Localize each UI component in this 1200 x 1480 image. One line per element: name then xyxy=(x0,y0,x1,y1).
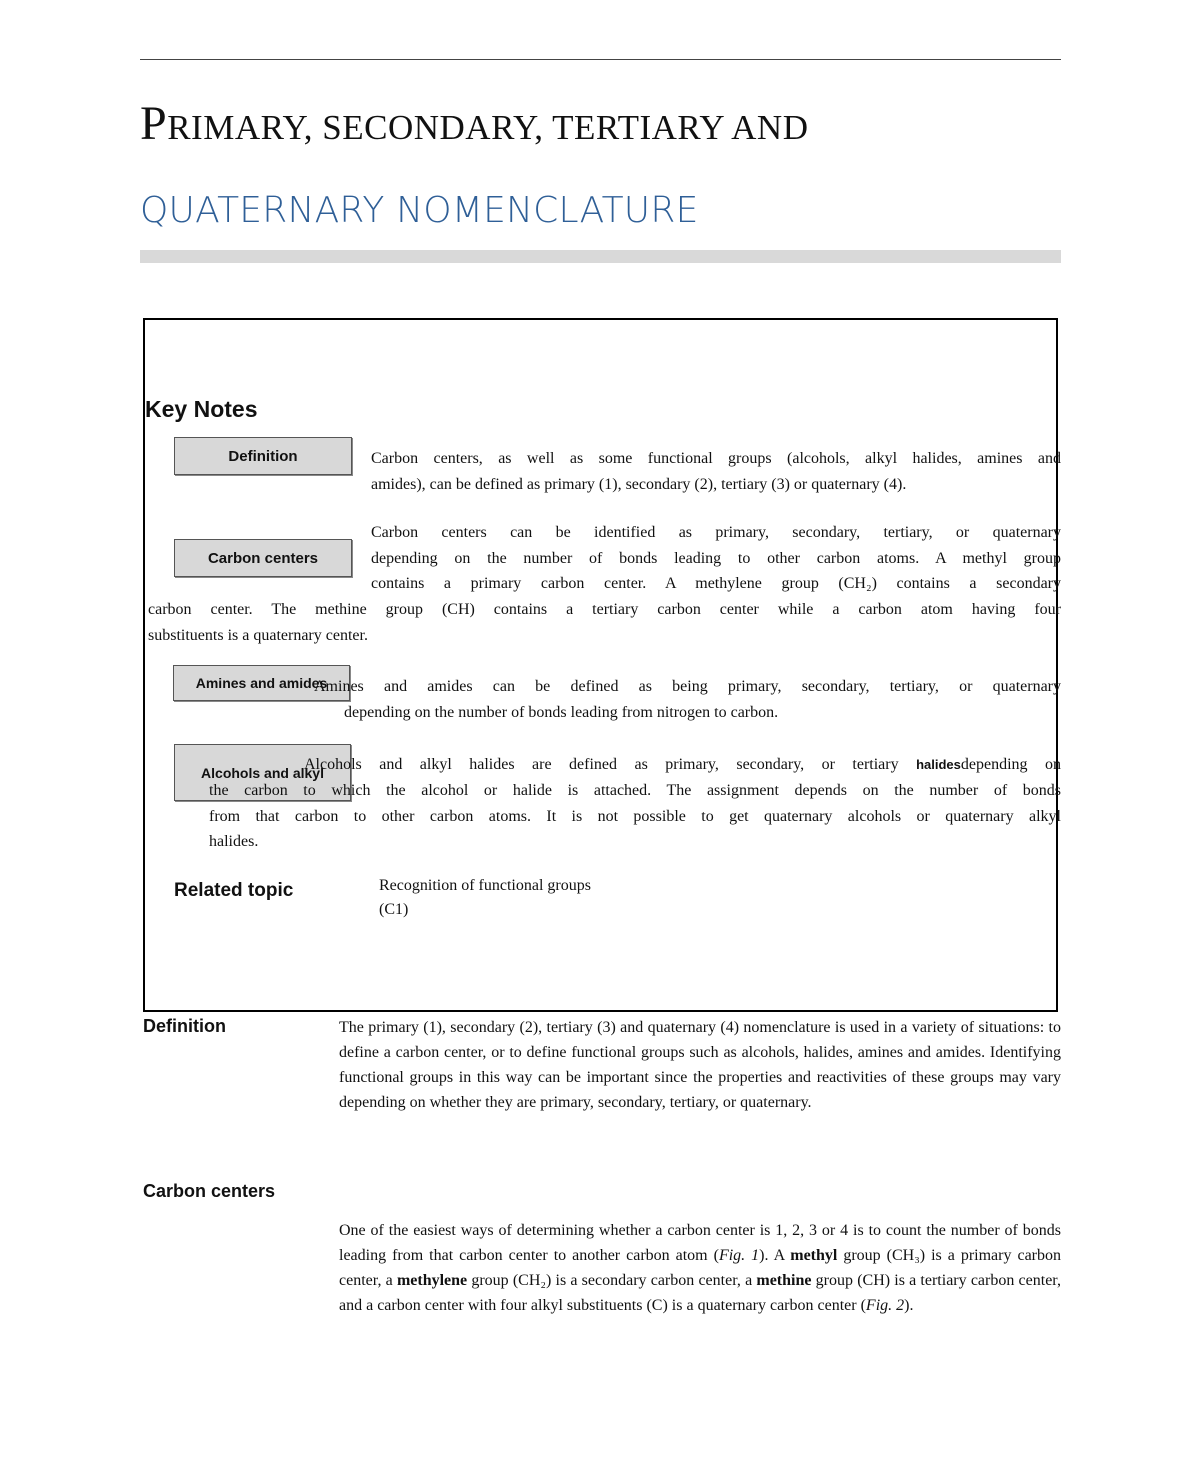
alcohols-text: Alcohols and alkyl halides are defined as primary, secondary, or tertiary xyxy=(304,756,899,773)
alcohols-note-line xyxy=(304,752,1061,778)
definition-note xyxy=(371,446,1061,497)
carbon-centers-paragraph xyxy=(339,1218,1061,1318)
related-topic-title: Recognition of functional groups xyxy=(379,877,591,894)
fig-2-ref[interactable]: Fig. 2 xyxy=(865,1297,905,1314)
amines-amides-button-label: Amines and amides xyxy=(195,675,328,691)
term-methine: methine xyxy=(756,1272,812,1289)
top-rule xyxy=(140,59,1061,60)
carbon-note-line: contains a primary carbon center. A methylene group (CH₂) contains a secondary xyxy=(371,575,1061,592)
definition-note-line: amides), can be defined as primary (1), secondary (2), tertiary (3) or quaternary (4). xyxy=(371,475,907,493)
carbon-note-top xyxy=(371,520,1061,597)
amines-note-line: Amines and amides can be defined as being primary, secondary, tertiary, or quaternary xyxy=(314,678,1061,695)
related-topic-link[interactable] xyxy=(379,874,591,922)
carbon-note-line: carbon center. The methine group (CH) contains a tertiary carbon center while a carbon atom having four xyxy=(148,601,1061,618)
alcohols-halides-label: halides xyxy=(916,757,961,772)
carbon-text: group (CH₃) is a primary carbon center, a xyxy=(339,1247,1061,1289)
alcohols-note-rest xyxy=(209,778,1061,855)
title-rest: RIMARY, SECONDARY, TERTIARY AND xyxy=(167,108,809,147)
alcohols-button-label: Alcohols and alkyl xyxy=(201,764,324,781)
carbon-text: group (CH) is a tertiary carbon center, and a carbon center with four alkyl substituents (C) is a quaternary carbon center ( xyxy=(339,1272,1061,1314)
carbon-text: group (CH₂) is a secondary carbon center, a xyxy=(467,1272,757,1289)
fig-1-ref[interactable]: Fig. 1 xyxy=(718,1247,760,1264)
page-subtitle: QUATERNARY NOMENCLATURE xyxy=(140,190,699,231)
page-title xyxy=(140,96,808,151)
related-topic-code: (C1) xyxy=(379,901,409,918)
carbon-note-line: substituents is a quaternary center. xyxy=(148,626,368,644)
alcohols-note-line: from that carbon to other carbon atoms. It is not possible to get quaternary alcohols or quaternary alkyl xyxy=(209,807,1061,825)
related-topic-label: Related topic xyxy=(174,880,294,901)
definition-note-line: Carbon centers, as well as some functional groups (alcohols, alkyl halides, amines and xyxy=(371,450,1061,467)
definition-button[interactable] xyxy=(174,437,352,475)
alcohols-note-line: halides. xyxy=(209,833,259,850)
carbon-note-line: Carbon centers can be identified as primary, secondary, tertiary, or quaternary xyxy=(371,524,1061,541)
alcohols-text-end: depending on xyxy=(960,756,1062,773)
definition-button-label: Definition xyxy=(228,447,298,465)
carbon-text: ). xyxy=(904,1297,914,1314)
alcohols-note-first xyxy=(304,752,1061,778)
carbon-centers-button-label: Carbon centers xyxy=(207,549,319,567)
carbon-centers-button[interactable] xyxy=(174,539,352,577)
carbon-note-line: depending on the number of bonds leading to other carbon atoms. A methyl group xyxy=(371,549,1061,567)
carbon-centers-section-label: Carbon centers xyxy=(143,1181,276,1201)
carbon-text: ). A xyxy=(759,1247,791,1264)
term-methyl: methyl xyxy=(790,1247,838,1264)
title-initial: P xyxy=(140,97,168,150)
definition-section-label: Definition xyxy=(143,1016,226,1036)
amines-note xyxy=(314,674,1061,725)
carbon-text: One of the easiest ways of determining whether a carbon center is 1, 2, 3 or 4 is to count the number of bonds leading from that carbon center to another carbon atom ( xyxy=(339,1222,1061,1264)
definition-paragraph: The primary (1), secondary (2), tertiary (3) and quaternary (4) nomenclature is used in a variety of situations: to define a carbon center, or to define functional groups such as alcohols, halides, amines and amides. Identifying functional groups in this way can be important since the properties and reactivities of these groups may vary depending on whether they are primary, secondary, tertiary, or quaternary. xyxy=(339,1019,1061,1111)
alcohols-note-line: the carbon to which the alcohol or halide is attached. The assignment depends on the number of bonds xyxy=(209,782,1061,799)
amines-note-line: depending on the number of bonds leading from nitrogen to carbon. xyxy=(344,703,779,721)
key-notes-heading: Key Notes xyxy=(145,396,258,422)
term-methylene: methylene xyxy=(396,1272,468,1289)
title-underline-bar xyxy=(140,250,1061,263)
carbon-note-bottom xyxy=(148,597,1061,648)
